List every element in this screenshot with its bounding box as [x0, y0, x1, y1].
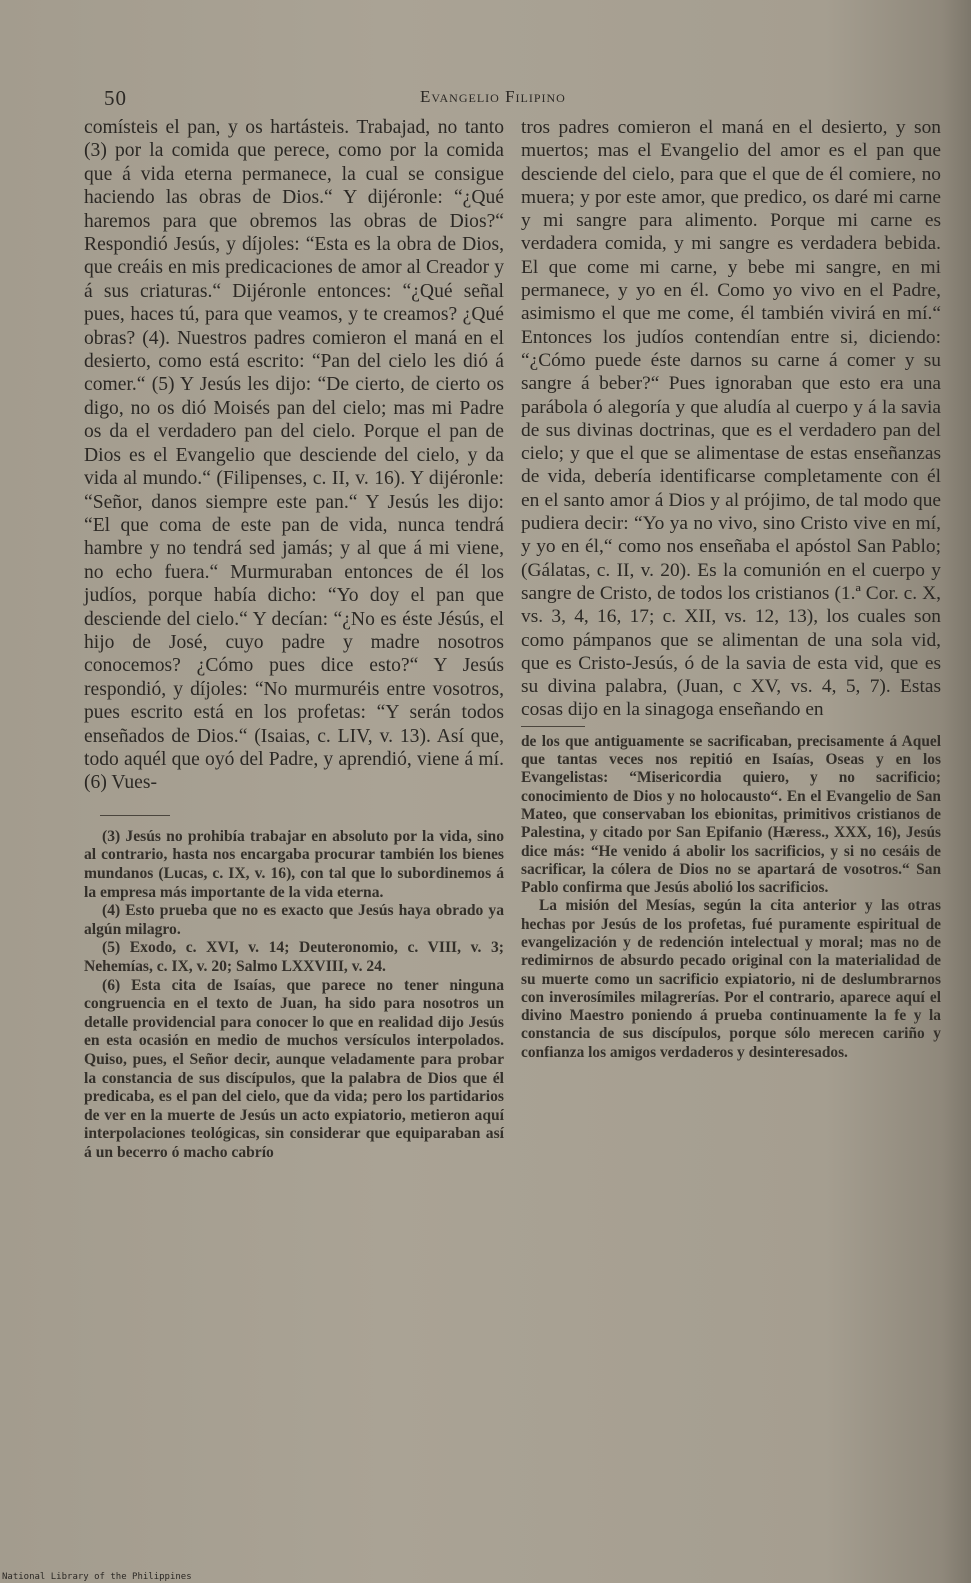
page-number: 50	[104, 86, 127, 110]
footnote-3: (3) Jesús no prohibía trabajar en absoluto por la vida, sino al contrario, hasta nos encargaba procurar también los bienes mundanos (Lucas, c. IX, v. 16), con tal que lo subordinemos á la empresa más importante de la vida eterna.	[84, 827, 504, 901]
footnote-divider	[100, 815, 170, 816]
running-title: Evangelio Filipino	[420, 87, 566, 106]
right-body-text: tros padres comieron el maná en el desierto, y son muertos; mas el Evangelio del amor es el pan que desciende del cielo, para que el que de él comiere, no muera; y por este amor, que predico, os daré mi carne y mi sangre para alimento. Porque mi carne es verdadera comida, y mi sangre es verdadera bebida. El que come mi carne, y bebe mi sangre, en mi permanece, y yo en él. Como yo vivo en el Padre, asimismo el que me come, él también vivirá en mí.“ Entonces los judíos contendían entre si, diciendo: “¿Cómo puede éste darnos su carne á comer y su sangre á beber?“ Pues ignoraban que esto era una parábola ó alegoría y que aludía al cuerpo y á la savia de sus divinas doctrinas, que es el verdadero pan del cielo; y que el que se alimentase de estas enseñanzas de vida, debería identificarse completamente con él en el santo amor á Dios y al prójimo, de tal modo que pudiera decir: “Yo ya no vivo, sino Cristo vive en mí, y yo en él,“ como nos enseñaba el apóstol San Pablo; (Gálatas, c. II, v. 20). Es la comunión en el cuerpo y sangre de Cristo, de todos los cristianos (1.ª Cor. c. X, vs. 3, 4, 16, 17; c. XII, vs. 12, 13), los cuales son como pámpanos que se alimentan de una sola vid, que es Cristo-Jesús, ó de la savia de esta vid, que es su divina palabra, (Juan, c XV, vs. 4, 5, 7). Estas cosas dijo en la sinagoga enseñando en	[521, 117, 941, 721]
library-credit: National Library of the Philippines	[2, 1572, 192, 1582]
footnote-6-continuation: de los que antiguamente se sacrificaban, precisamente á Aquel que tantas veces nos repitió en Isaías, Oseas y en los Evangelistas: “Misericordia quiero, y no sacrificio; conocimiento de Dios y no holocausto“. En el Evangelio de San Mateo, que conservaban los ebionitas, primitivos cristianos de Palestina, y citado por San Epifanio (Hæress., XXX, 16), Jesús dice más: “He venido á abolir los sacrificios, y si no cesáis de sacrificar, la cólera de Dios no se apartará de vosotros.“ San Pablo confirma que Jesús abolió los sacrificios.	[521, 732, 941, 897]
left-body-text: comísteis el pan, y os hartásteis. Trabajad, no tanto (3) por la comida que perece, como por la comida que á vida eterna permanece, la cual se consigue haciendo las obras de Dios.“ Y dijéronle: “¿Qué haremos para que obremos las obras de Dios?“ Respondió Jesús, y díjoles: “Esta es la obra de Dios, que creáis en mis predicaciones de amor al Creador y á sus criaturas.“ Dijéronle entonces: “¿Qué señal pues, haces tú, para que veamos, y te creamos? ¿Qué obras? (4). Nuestros padres comieron el maná en el desierto, como está escrito: “Pan del cielo les dió á comer.“ (5) Y Jesús les dijo: “De cierto, de cierto os digo, no os dió Moisés pan del cielo; mas mi Padre os da el verdadero pan del cielo. Porque el pan de Dios es el Evangelio que desciende del cielo, y da vida al mundo.“ (Filipenses, c. II, v. 16). Y dijéronle: “Señor, danos siempre este pan.“ Y Jesús les dijo: “El que coma de este pan de vida, nunca tendrá hambre y no tendrá sed jamás; y al que á mi viene, no echo fuera.“ Murmuraban entonces de él los judíos, porque había dicho: “Yo doy el pan que desciende del cielo.“ Y decían: “¿No es éste Jésús, el hijo de José, cuyo padre y madre nosotros conocemos? ¿Cómo pues dice esto?“ Y Jesús respondió, y díjoles: “No murmuréis entre vosotros, pues escrito está en los profetas: “Y serán todos enseñados de Dios.“ (Isaias, c. LIV, v. 13). Así que, todo aquél que oyó del Padre, y aprendió, viene á mí. (6) Vues-	[84, 117, 504, 794]
footnote-6-paragraph: La misión del Mesías, según la cita anterior y las otras hechas por Jesús de los profetas, fué puramente espiritual de evangelización y de redención intelectual y moral; mas no de redimirnos de absurdo pecado original con la materialidad de su muerte como un sacrificio expiatorio, ni de deslumbrarnos con inverosímiles milagrerías. Por el contrario, aparece aquí el divino Maestro poniendo á prueba continuamente la fe y la constancia de sus discípulos, porque sólo merecen cariño y confianza los amigos verdaderos y desinteresados.	[521, 897, 941, 1061]
left-column	[84, 116, 504, 1162]
footnote-6: (6) Esta cita de Isaías, que parece no tener ninguna congruencia en el texto de Juan, ha sido para nosotros un detalle providencial para conocer lo que en realidad dijo Jesús en esta ocasión en medio de muchos versículos interpolados. Quiso, pues, el Señor decir, aunque veladamente para probar la constancia de sus discípulos, que la palabra de Dios que él predicaba, es el pan del cielo, que da vida; pero los partidarios de ver en la muerte de Jesús un acto expiatorio, metieron aquí interpolaciones teológicas, sin considerar que equiparaban así á un becerro ó macho cabrío	[84, 976, 504, 1161]
footnote-4: (4) Esto prueba que no es exacto que Jesús haya obrado ya algún milagro.	[84, 902, 504, 938]
right-column	[521, 116, 941, 1062]
footnote-divider	[521, 726, 585, 727]
footnote-5: (5) Exodo, c. XVI, v. 14; Deuteronomio, c. VIII, v. 3; Nehemías, c. IX, v. 20; Salmo LXXVIII, v. 24.	[84, 939, 504, 975]
